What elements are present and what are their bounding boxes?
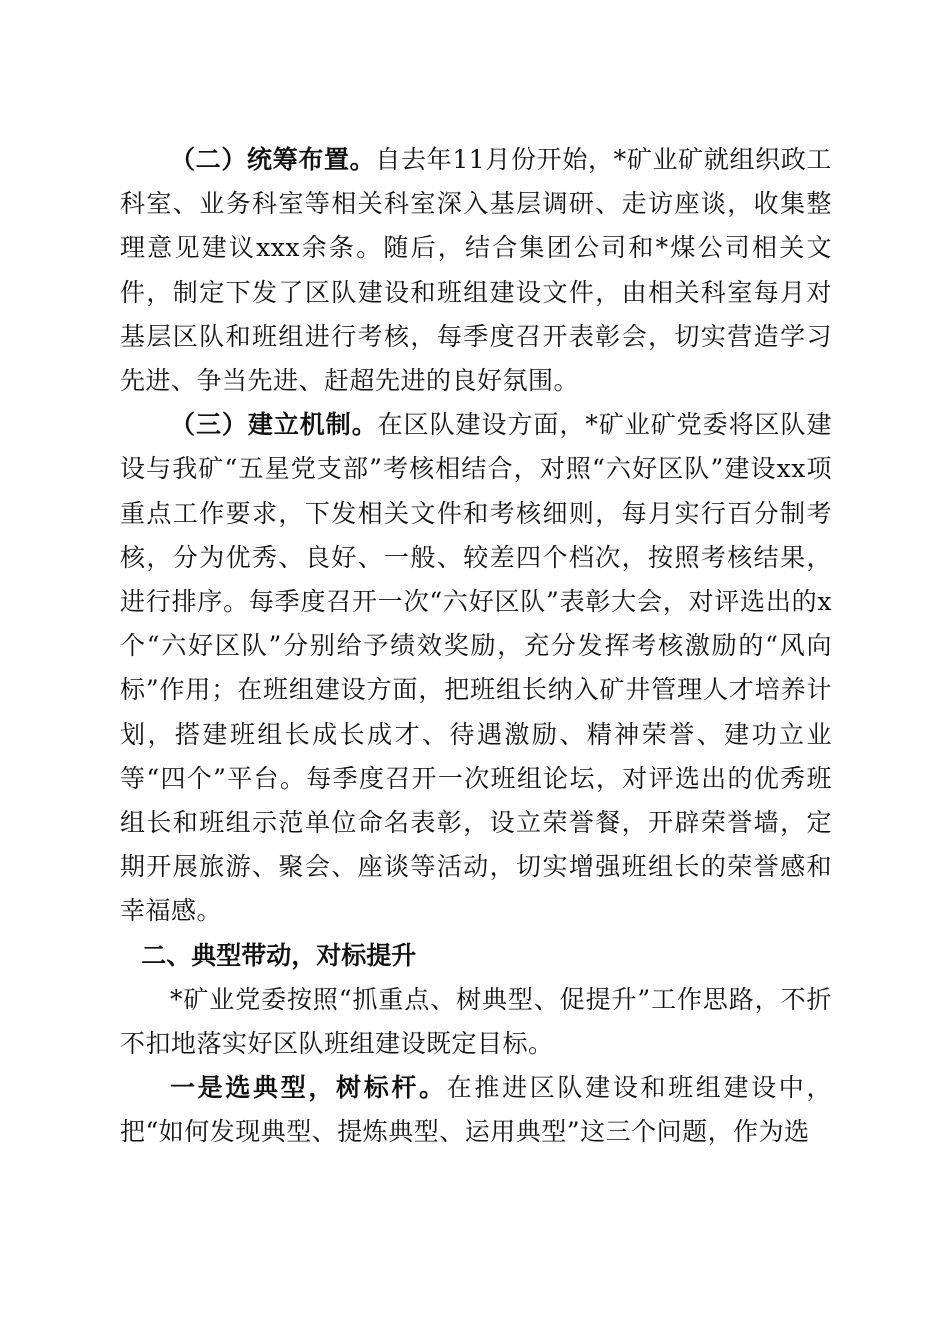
section-heading: 二、典型带动，对标提升 — [141, 940, 417, 970]
paragraph-text-select-models: 在推进区队建设和班组建设中，把“如何发现典型、提炼典型、运用典型”这三个问题，作为选 — [120, 1073, 832, 1147]
paragraph-text-establish-mechanism: 在区队建设方面，*矿业矿党委将区队建设与我矿“五星党支部”考核相结合，对照“六好区队”建设xx项重点工作要求，下发相关文件和考核细则，每月实行百分制考核，分为优秀、良好、一般、较差四个档次，按照考核结果，进行排序。每季度召开一次“六好区队”表彰大会，对评选出的x个“六好区队”分别给予绩效奖励，充分发挥考核激励的“风向标”作用；在班组建设方面，把班组长纳入矿井管理人才培养计划，搭建班组长成长成才、待遇激励、精神荣誉、建功立业等“四个”平台。每季度召开一次班组论坛，对评选出的优秀班组长和班组示范单位命名表彰，设立荣誉餐，开辟荣誉墙，定期开展旅游、聚会、座谈等活动，切实增强班组长的荣誉感和幸福感。 — [120, 410, 832, 926]
paragraph-text-work-approach: *矿业党委按照“抓重点、树典型、促提升”工作思路，不折不扣地落实好区队班组建设既定目标。 — [120, 984, 832, 1059]
paragraph-text-overall-arrangement: 自去年11月份开始，*矿业矿就组织政工科室、业务科室等相关科室深入基层调研、走访座谈，收集整理意见建议xxx余条。随后，结合集团公司和*煤公司相关文件，制定下发了区队建设和班组建设文件，由相关科室每月对基层区队和班组进行考核，每季度召开表彰会，切实营造学习先进、争当先进、赶超先进的良好氛围。 — [120, 145, 832, 396]
paragraph-work-approach — [120, 978, 832, 1066]
paragraph-overall-arrangement — [120, 138, 832, 403]
paragraph-lead-establish-mechanism: （三）建立机制。 — [170, 410, 378, 440]
document-page — [120, 138, 832, 1155]
paragraph-select-models — [120, 1066, 832, 1154]
paragraph-establish-mechanism — [120, 403, 832, 933]
paragraph-lead-overall-arrangement: （二）统筹布置。 — [170, 145, 376, 174]
paragraph-lead-select-models: 一是选典型，树标杆。 — [170, 1073, 447, 1103]
